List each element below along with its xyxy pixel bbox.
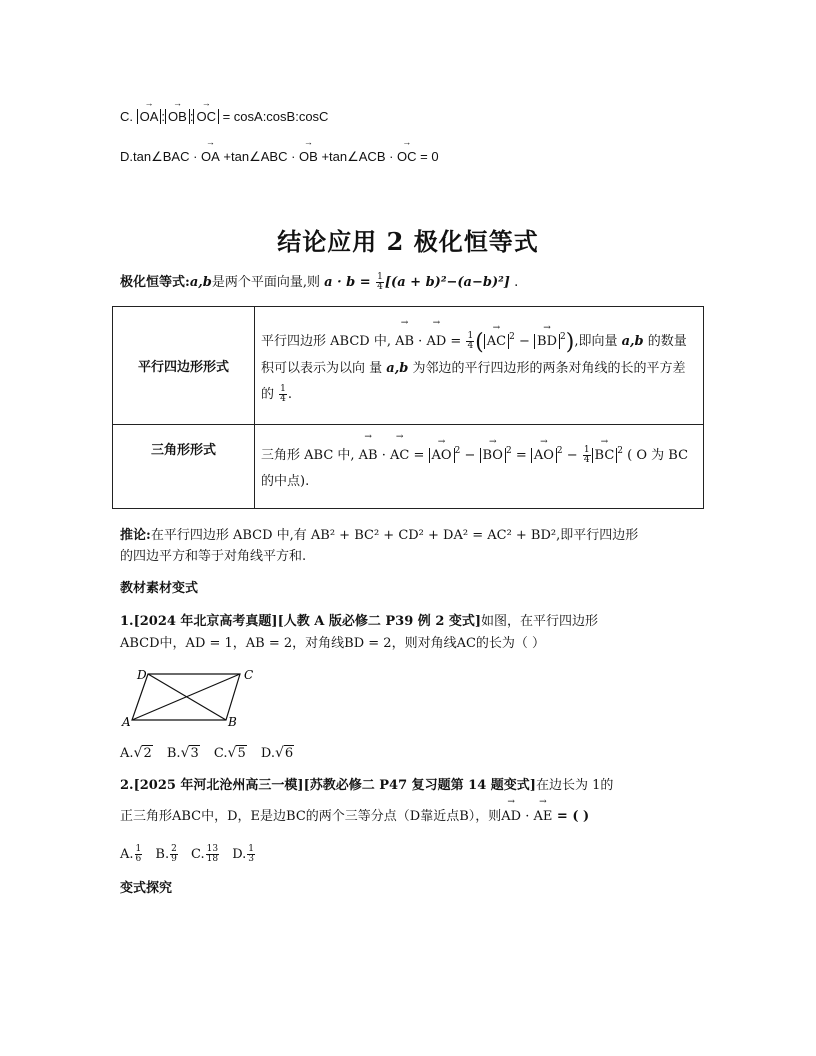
question-2-options — [120, 845, 266, 864]
option-label: B. — [155, 847, 170, 862]
intro-end: . — [509, 275, 519, 290]
option-a — [120, 844, 143, 864]
sqrt: √2 — [133, 745, 152, 761]
ratio-sep: : — [161, 109, 166, 124]
table-row — [113, 307, 704, 425]
option-a — [120, 746, 153, 761]
fraction — [206, 845, 219, 864]
option-c — [120, 108, 328, 126]
row-head-triangle: 三角形形式 — [113, 425, 255, 509]
frac-den: 4 — [467, 340, 474, 351]
term-text: +tan∠ABC · — [219, 149, 300, 164]
question-text: 如图，在平行四边形 — [481, 614, 599, 629]
eq: = — [446, 333, 466, 349]
vector-ob: → OB — [299, 148, 318, 166]
frac-den: 9 — [171, 854, 177, 864]
explore-heading: 变式探究 — [120, 881, 173, 896]
option-label: C. — [190, 847, 205, 862]
label-b: B — [228, 715, 237, 729]
frac-num: 2 — [171, 844, 177, 854]
option-label: D. — [120, 149, 133, 164]
intro-lhs: a · b = — [324, 275, 376, 290]
row-text: ( O 为 BC — [623, 448, 689, 463]
vector-ob: → OB — [168, 109, 187, 124]
frac-den: 18 — [206, 854, 219, 864]
eq: = — [409, 448, 429, 463]
frac-num: 13 — [206, 844, 219, 854]
row-body-parallelogram: 平行四边形 ABCD 中, → AB · → AD = $\frac{1}{4}$ (→ AC $^2$ − → BD $^2$),即向量 a,b 的数量积可以表示为以向 量 a,b 为邻边的平行四边形的两条对角线的长的平方差的 $\frac{1}{4}$ . — [255, 307, 704, 425]
option-d-rhs: = 0 — [416, 149, 439, 164]
term-text: tan∠BAC · — [133, 149, 202, 164]
table-row — [113, 425, 704, 509]
option-label: A. — [120, 746, 134, 761]
option-b — [167, 746, 200, 761]
corollary-line-1 — [120, 527, 638, 545]
dot: · — [414, 333, 427, 349]
frac-den: 4 — [583, 455, 590, 465]
vector-bd: → BD — [537, 334, 557, 349]
frac-num: 1 — [248, 844, 255, 854]
vars: a,b — [621, 333, 644, 349]
corollary-line-2: 的四边平方和等于对角线平方和. — [120, 549, 307, 564]
option-b — [155, 844, 178, 864]
frac-den: 3 — [248, 854, 255, 864]
question-tag: 2.[2025 年河北沧州高三一模][苏教必修二 P47 复习题第 14 题变式] — [120, 778, 536, 793]
vector-oc: → OC — [196, 109, 216, 124]
intro-rhs: [(a + b)²−(a−b)²] — [384, 275, 510, 290]
diagonal-bd — [148, 674, 226, 720]
row-body-triangle: 三角形 ABC 中, → AB · → AC = → AO $^2$ − → BO $^2$ = → AO $^2$ − $\frac{1}{4}$ → BC $^2$ ( O 为 BC 的中点). — [255, 425, 704, 509]
fraction — [376, 273, 384, 292]
intro-text: 是两个平面向量,则 — [211, 275, 325, 290]
dot: · — [521, 809, 534, 824]
option-d — [261, 746, 294, 761]
vector-oc: → OC — [397, 148, 417, 166]
fraction — [466, 332, 474, 351]
question-tag: 1.[2024 年北京高考真题][人教 A 版必修二 P39 例 2 变式] — [120, 614, 482, 629]
polarization-identity — [120, 273, 518, 292]
frac-num: 1 — [467, 330, 474, 341]
minus: − — [514, 333, 535, 349]
option-c — [214, 746, 247, 761]
row-text: 的数量积可以表示为以向 量 — [261, 333, 687, 376]
vector-oa: → OA — [201, 148, 220, 166]
sqrt: √5 — [227, 745, 246, 761]
frac-den: 4 — [280, 393, 286, 404]
vector-ab: → AB — [359, 443, 378, 469]
corollary-text: 在平行四边形 ABCD 中,有 AB² + BC² + CD² + DA² = AC² + BD²,即平行四边形 — [150, 528, 639, 543]
vector-ab: → AB — [395, 329, 414, 355]
textbook-heading: 教材素材变式 — [120, 581, 199, 596]
option-label: A. — [120, 847, 134, 862]
row-end: . — [287, 386, 293, 402]
option-label: D. — [232, 847, 247, 862]
frac-num: 1 — [135, 844, 142, 854]
question-2-line-1 — [120, 777, 613, 795]
radicand: 5 — [237, 746, 246, 761]
frac-den: 4 — [377, 282, 383, 292]
fraction — [135, 845, 143, 864]
question-1-line-2: ABCD中，AD = 1，AB = 2，对角线BD = 2，则对角线AC的长为（ ） — [120, 636, 546, 651]
option-d — [232, 844, 256, 864]
eq: = — [511, 448, 531, 463]
frac-num: 1 — [377, 272, 383, 282]
minus: − — [460, 448, 480, 463]
frac-den: 6 — [135, 854, 142, 864]
vector-bo: → BO — [483, 448, 503, 463]
intro-label: 极化恒等式: — [120, 275, 190, 290]
vector-bc: → BC — [595, 448, 615, 463]
radicand: 2 — [143, 746, 152, 761]
option-c — [190, 844, 220, 864]
row-text: 的中点). — [261, 474, 310, 489]
option-label: B. — [166, 746, 181, 761]
row-text: 为邻边的平行四边形的两条对角线的长的平方差的 — [261, 360, 686, 402]
term-text: +tan∠ACB · — [317, 149, 398, 164]
label-c: C — [244, 668, 254, 682]
dot: · — [377, 448, 391, 463]
vector-ad: → AD — [501, 808, 521, 826]
option-d — [120, 148, 439, 166]
ratio-sep: : — [189, 109, 194, 124]
label-d: D — [137, 668, 147, 682]
vector-ae: → AE — [533, 808, 552, 826]
row-text: 平行四边形 ABCD 中, — [261, 333, 396, 349]
vars: a,b — [386, 360, 409, 376]
corollary-label: 推论: — [120, 528, 151, 543]
option-c-rhs: = cosA:cosB:cosC — [222, 109, 329, 124]
option-label: D. — [260, 746, 275, 761]
fraction — [583, 446, 591, 465]
answer-blank: = ( ) — [552, 809, 590, 824]
sqrt: √3 — [180, 745, 199, 761]
question-1-line-1 — [120, 613, 598, 631]
row-text: 三角形 ABC 中, — [261, 448, 359, 463]
sqrt: √6 — [274, 745, 294, 761]
vector-oa: → OA — [140, 109, 159, 124]
vector-ao: → AO — [432, 448, 452, 463]
row-text: ,即向量 — [574, 333, 622, 349]
option-label: C. — [120, 109, 133, 124]
vector-ad: → AD — [426, 329, 446, 355]
question-text: 在边长为 1的 — [535, 778, 614, 793]
vector-ac: → AC — [487, 334, 506, 349]
fraction — [170, 845, 178, 864]
fraction — [247, 845, 255, 864]
frac-num: 1 — [280, 383, 286, 394]
question-2-line-2 — [120, 808, 589, 826]
radicand: 3 — [190, 746, 199, 761]
frac-num: 1 — [583, 445, 590, 455]
vector-ao: → AO — [534, 448, 554, 463]
parallelogram-figure — [118, 664, 268, 734]
radicand: 6 — [284, 746, 294, 761]
label-a: A — [122, 715, 131, 729]
section-title: 结论应用 2 极化恒等式 — [277, 227, 539, 256]
row-head-parallelogram: 平行四边形形式 — [113, 307, 255, 425]
option-label: C. — [213, 746, 228, 761]
minus: − — [562, 448, 582, 463]
question-1-options — [120, 744, 304, 763]
forms-table — [112, 306, 704, 509]
intro-vars: a,b — [189, 275, 212, 290]
fraction — [279, 385, 287, 404]
question-text: 正三角形ABC中，D，E是边BC的两个三等分点（D靠近点B），则 — [120, 809, 502, 824]
vector-ac: → AC — [390, 443, 409, 469]
